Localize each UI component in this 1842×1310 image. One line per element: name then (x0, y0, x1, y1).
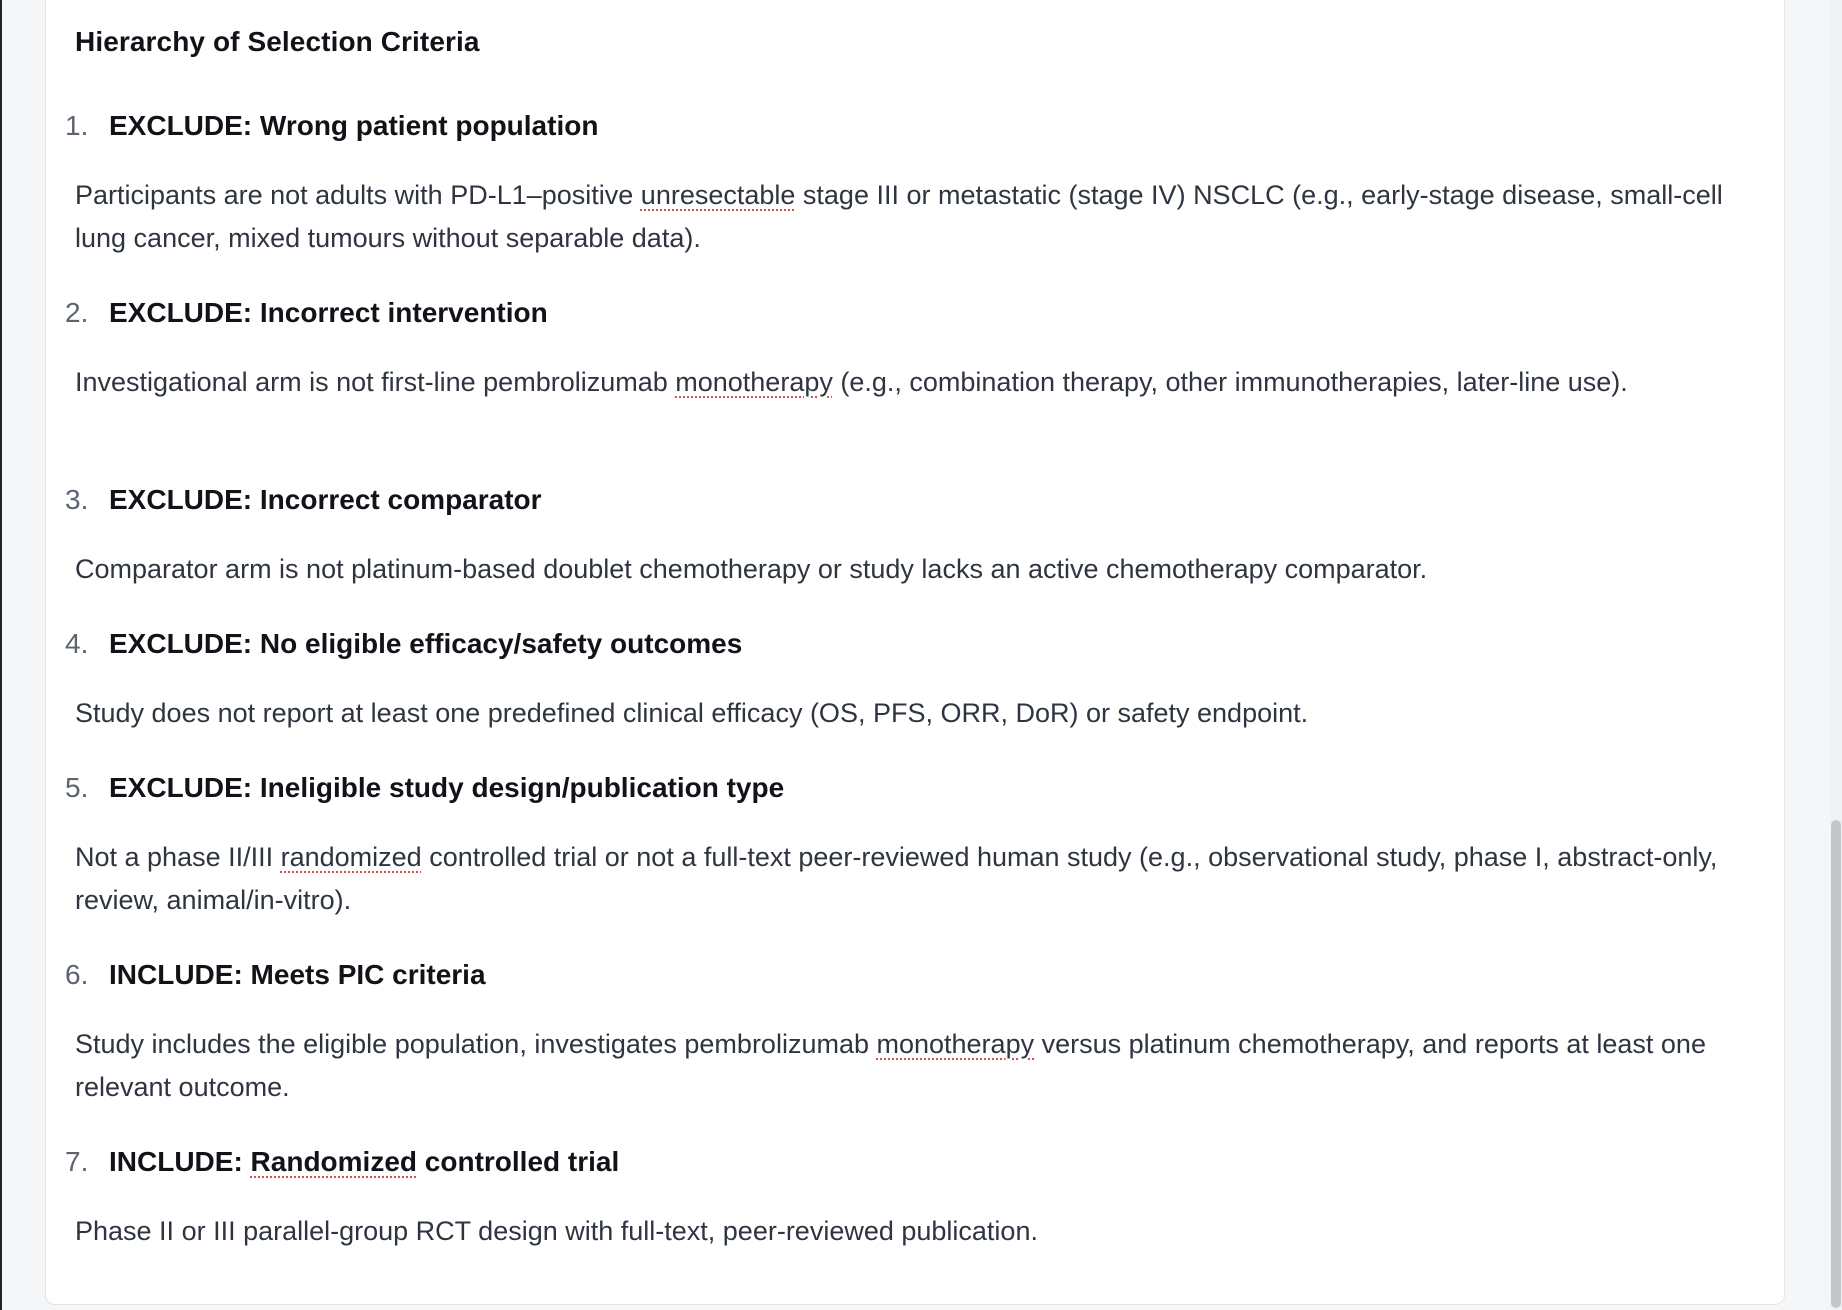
criterion-title-text: controlled trial (417, 1146, 620, 1177)
spellcheck-word[interactable]: monotherapy (876, 1029, 1035, 1059)
criterion-title: EXCLUDE: Incorrect intervention (109, 297, 548, 328)
criterion-description: Comparator arm is not platinum-based doublet chemotherapy or study lacks an active chemotherapy comparator. (75, 554, 1428, 584)
criterion-description-text: Investigational arm is not first-line pembrolizumab (75, 367, 676, 397)
criterion-description: Study does not report at least one predefined clinical efficacy (OS, PFS, ORR, DoR) or safety endpoint. (75, 698, 1309, 728)
criterion-description (75, 174, 1745, 260)
criterion-number: 1. (65, 110, 89, 141)
criterion-number: 6. (65, 959, 89, 990)
criterion-number: 4. (65, 628, 89, 659)
criterion-description (75, 836, 1745, 922)
scrollbar-thumb[interactable] (1831, 820, 1841, 1308)
criterion-number: 2. (65, 297, 89, 328)
spellcheck-word[interactable]: monotherapy (675, 367, 833, 397)
criterion-title (109, 1146, 619, 1178)
criterion-description-text: versus platinum chemotherapy, and reports at least one relevant outcome. (75, 1029, 1706, 1102)
spellcheck-word[interactable]: randomized (280, 842, 422, 872)
criterion-description-text: Study includes the eligible population, investigates pembrolizumab (75, 1029, 877, 1059)
criterion-title: EXCLUDE: Ineligible study design/publication type (109, 772, 785, 803)
criterion-number: 3. (65, 484, 89, 515)
criterion-title: EXCLUDE: No eligible efficacy/safety outcomes (109, 628, 743, 659)
window-left-edge (0, 0, 2, 1310)
criterion-number: 7. (65, 1146, 89, 1177)
criterion-description-text: Not a phase II/III (75, 842, 281, 872)
criterion-description-text: Participants are not adults with PD-L1–positive (75, 180, 641, 210)
criterion-description (75, 1023, 1745, 1109)
criterion-title: EXCLUDE: Incorrect comparator (109, 484, 542, 515)
criterion-description: Phase II or III parallel-group RCT design with full-text, peer-reviewed publication. (75, 1216, 1038, 1246)
criterion-title: INCLUDE: Meets PIC criteria (109, 959, 486, 990)
criterion-description-text: (e.g., combination therapy, other immunotherapies, later-line use). (832, 367, 1628, 397)
criterion-description-text: controlled trial or not a full-text peer-reviewed human study (e.g., observational study, phase I, abstract-only, review, animal/in-vitro). (75, 842, 1718, 915)
criterion-description-text: stage III or metastatic (stage IV) NSCLC (e.g., early-stage disease, small-cell lung cancer, mixed tumours without separable data). (75, 180, 1723, 253)
section-title: Hierarchy of Selection Criteria (75, 26, 480, 57)
criterion-number: 5. (65, 772, 89, 803)
criterion-description (75, 361, 1745, 404)
spellcheck-word[interactable]: Randomized (250, 1146, 418, 1177)
spellcheck-word[interactable]: unresectable (640, 180, 796, 210)
criterion-title: EXCLUDE: Wrong patient population (109, 110, 599, 141)
criterion-title-text: INCLUDE: (109, 1146, 251, 1177)
